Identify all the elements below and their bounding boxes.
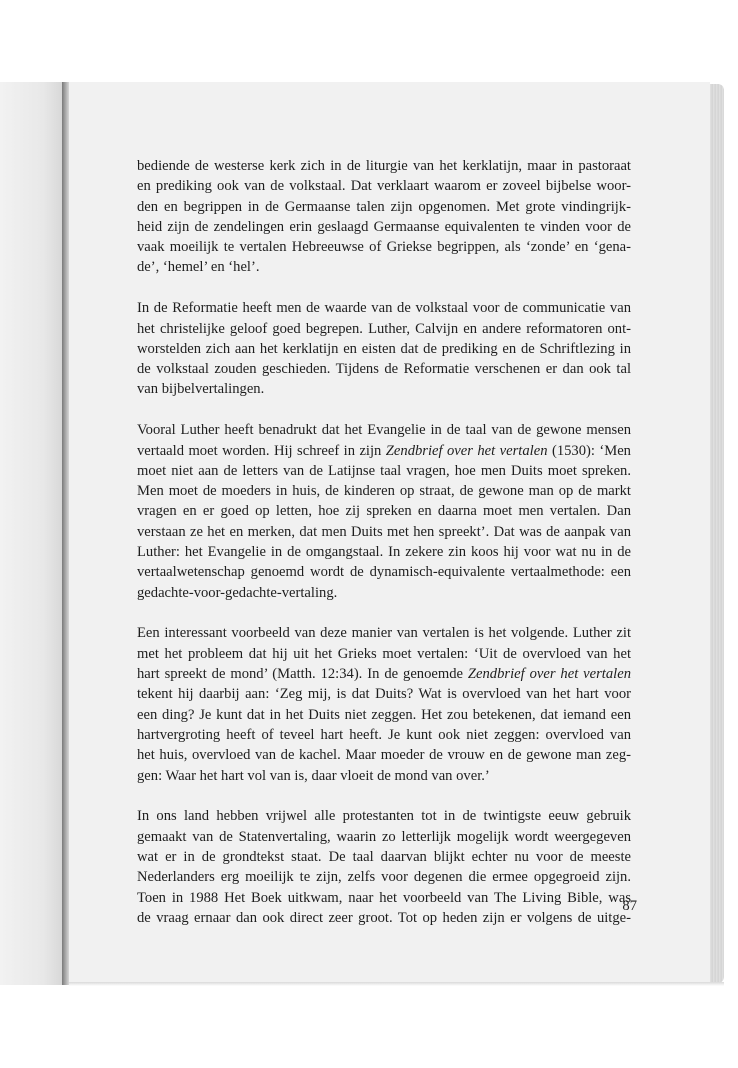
text-line: gemaakt van de Statenvertaling, waarin zo letterlijk mogelijk wordt weergegeven (137, 828, 631, 845)
page-number: 87 (622, 898, 637, 914)
text-line: Luther: het Evangelie in de omgangstaal. In zekere zin koos hij voor wat nu in de (137, 544, 631, 561)
text-line: de’, ‘hemel’ en ‘hel’. (137, 259, 260, 276)
text-line: Een interessant voorbeeld van deze manier van vertalen is het volgende. Luther zit (137, 625, 631, 642)
paragraph (137, 420, 631, 603)
text-line: Vooral Luther heeft benadrukt dat het Evangelie in de taal van de gewone mensen (137, 422, 631, 439)
body-text (137, 156, 631, 949)
text-line: wat er in de grondtekst staat. De taal daarvan blijkt echter nu voor de meeste (137, 848, 631, 865)
text-line: In ons land hebben vrijwel alle protestanten tot in de twintigste eeuw gebruik (137, 808, 631, 825)
left-page-edge (0, 82, 62, 985)
text-line: bediende de westerse kerk zich in de liturgie van het kerklatijn, maar in pastoraat (137, 158, 631, 174)
text-line: worstelden zich aan het kerklatijn en eisten dat de prediking en de Schriftlezing in (137, 340, 631, 357)
text-line: verstaan ze het en merken, dat men Duits met hen spreekt’. Dat was de aanpak van (137, 523, 631, 540)
text-line: hartvergroting heeft of teveel hart heeft. Je kunt ook niet zeggen: overvloed van (137, 726, 631, 743)
paragraph (137, 298, 631, 399)
paragraph (137, 156, 631, 278)
text-run: (1530): ‘Men (547, 442, 631, 459)
text-line: vertaalwetenschap genoemd wordt de dynamisch-equivalente vertaalmethode: een (137, 564, 631, 581)
page-shadow (69, 982, 724, 986)
book-title-italic: Zendbrief over het vertalen (385, 442, 548, 459)
text-line: Toen in 1988 Het Boek uitkwam, naar het voorbeeld van The Living Bible, was (137, 889, 631, 906)
text-line: van bijbelvertalingen. (137, 381, 265, 398)
text-line: gen: Waar het hart vol van is, daar vloeit de mond van over.’ (137, 767, 490, 784)
text-line: moet niet aan de letters van de Latijnse taal vragen, hoe men Duits moet spreken. (137, 462, 631, 479)
text-line: Nederlanders erg moeilijk te zijn, zelfs voor degenen die ermee opgegroeid zijn. (137, 869, 631, 886)
text-line: vaak moeilijk te vertalen Hebreeuwse of Griekse begrippen, als ‘zonde’ en ‘gena- (137, 239, 631, 256)
text-line: tekent hij daarbij aan: ‘Zeg mij, is dat Duits? Wat is overvloed van het hart voor (137, 686, 631, 703)
page-stack-edge (710, 84, 724, 983)
text-line: vragen en er goed op letten, hoe zij spreken en daarna moet men vertalen. Dan (137, 503, 631, 520)
text-line: het huis, overvloed van de kachel. Maar moeder de vrouw en de gewone man zeg- (137, 747, 631, 764)
text-line (137, 441, 631, 461)
text-line: het christelijke geloof goed begrepen. Luther, Calvijn en andere reformatoren ont- (137, 320, 631, 337)
text-run: vertaald moet worden. Hij schreef in zijn (137, 442, 386, 459)
text-line: de vraag ernaar dan ook direct zeer groot. Tot op heden zijn er volgens de uitge- (137, 909, 631, 926)
paragraph (137, 623, 631, 785)
book-title-italic: Zendbrief over het vertalen (467, 666, 631, 683)
text-line: met het probleem dat hij uit het Grieks moet vertalen: ‘Uit de overvloed van het (137, 645, 631, 662)
text-line: gedachte-voor-gedachte-vertaling. (137, 584, 338, 601)
book-gutter (62, 82, 69, 985)
text-line: heid zijn de zendelingen erin geslaagd Germaanse equivalenten te vinden voor de (137, 218, 631, 235)
text-line: en prediking ook van de volkstaal. Dat verklaart waarom er zoveel bijbelse woor- (137, 178, 631, 195)
text-line: Men moet de moeders in huis, de kinderen op straat, de gewone man op de markt (137, 483, 631, 500)
text-run: hart spreekt de mond’ (Matth. 12:34). In de genoemde (137, 666, 468, 683)
text-line: den en begrippen in de Germaanse talen zijn opgenomen. Met grote vindingrijk- (137, 198, 631, 215)
text-line (137, 664, 631, 684)
paragraph (137, 806, 631, 928)
text-line: In de Reformatie heeft men de waarde van de volkstaal voor de communicatie van (137, 300, 631, 317)
text-line: de volkstaal zouden geschieden. Tijdens de Reformatie verschenen er dan ook tal (137, 361, 631, 378)
text-line: een ding? Je kunt dat in het Duits niet zeggen. Het zou betekenen, dat iemand een (137, 706, 631, 723)
